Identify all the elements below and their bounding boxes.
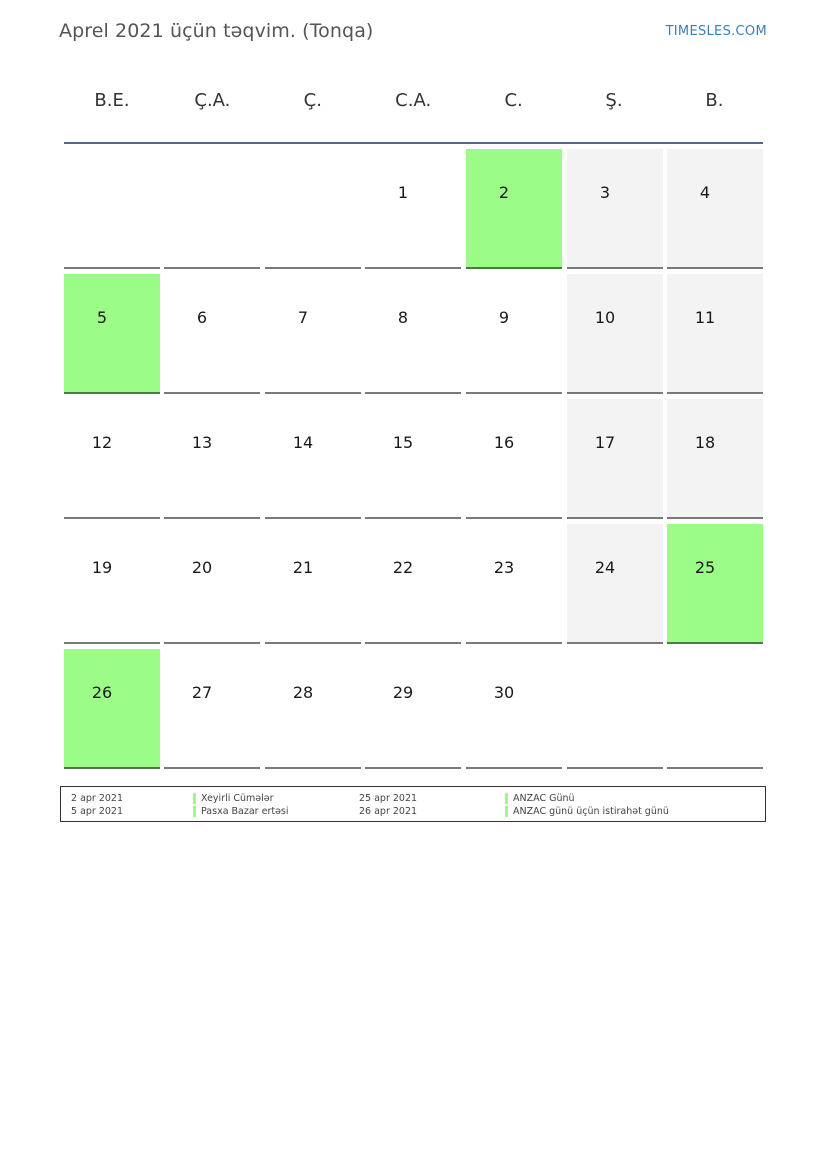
day-cell[interactable] [567, 399, 663, 519]
holiday-day-cell[interactable] [64, 649, 160, 769]
day-number: 22 [392, 558, 414, 577]
day-cell[interactable] [164, 149, 260, 269]
legend-color-marker [505, 793, 508, 804]
day-cell[interactable] [667, 149, 763, 269]
day-cell[interactable] [365, 149, 461, 269]
holiday-legend [60, 786, 766, 822]
day-cell[interactable] [567, 524, 663, 644]
day-cell[interactable] [164, 524, 260, 644]
day-number: 12 [91, 433, 113, 452]
brand-link[interactable]: TIMESLES.COM [665, 24, 767, 39]
holiday-day-cell[interactable] [667, 524, 763, 644]
day-number: 23 [493, 558, 515, 577]
header-divider [64, 142, 763, 144]
day-cell[interactable] [667, 399, 763, 519]
day-number: 26 [91, 683, 113, 702]
legend-color-marker [193, 793, 196, 804]
day-cell[interactable] [64, 149, 160, 269]
day-number: 24 [594, 558, 616, 577]
legend-date: 2 apr 2021 [71, 793, 124, 804]
day-number: 15 [392, 433, 414, 452]
legend-holiday-name: ANZAC günü üçün istirahət günü [513, 806, 669, 817]
day-cell[interactable] [667, 274, 763, 394]
day-cell[interactable] [164, 649, 260, 769]
day-number: 27 [191, 683, 213, 702]
day-cell[interactable] [265, 399, 361, 519]
day-cell[interactable] [466, 274, 562, 394]
day-cell[interactable] [567, 149, 663, 269]
day-number: 18 [694, 433, 716, 452]
day-number: 25 [694, 558, 716, 577]
day-cell[interactable] [567, 649, 663, 769]
page-title: Aprel 2021 üçün təqvim. (Tonqa) [59, 20, 374, 42]
legend-color-marker [193, 806, 196, 817]
day-cell[interactable] [365, 524, 461, 644]
holiday-day-cell[interactable] [466, 149, 562, 269]
day-number: 21 [292, 558, 314, 577]
day-number: 16 [493, 433, 515, 452]
day-number: 20 [191, 558, 213, 577]
day-cell[interactable] [265, 274, 361, 394]
day-number: 10 [594, 308, 616, 327]
day-cell[interactable] [265, 524, 361, 644]
weekday-label: Ş. [605, 90, 623, 111]
weekday-label: Ç. [303, 90, 322, 111]
day-cell[interactable] [265, 149, 361, 269]
day-number: 8 [397, 308, 409, 327]
weekday-label: C.A. [395, 90, 432, 111]
day-number: 6 [196, 308, 208, 327]
day-cell[interactable] [466, 399, 562, 519]
day-number: 1 [397, 183, 409, 202]
day-number: 29 [392, 683, 414, 702]
day-number: 17 [594, 433, 616, 452]
legend-holiday-name: Xeyirli Cümələr [201, 793, 274, 804]
day-number: 2 [498, 183, 510, 202]
weekday-label: Ç.A. [194, 90, 231, 111]
legend-date: 26 apr 2021 [359, 806, 418, 817]
day-number: 9 [498, 308, 510, 327]
day-cell[interactable] [365, 274, 461, 394]
day-number: 28 [292, 683, 314, 702]
legend-color-marker [505, 806, 508, 817]
legend-date: 5 apr 2021 [71, 806, 124, 817]
day-number: 4 [699, 183, 711, 202]
day-number: 5 [96, 308, 108, 327]
day-number: 11 [694, 308, 716, 327]
day-cell[interactable] [164, 274, 260, 394]
weekday-label: C. [504, 90, 523, 111]
day-cell[interactable] [365, 399, 461, 519]
day-cell[interactable] [567, 274, 663, 394]
day-number: 14 [292, 433, 314, 452]
legend-date: 25 apr 2021 [359, 793, 418, 804]
day-number: 30 [493, 683, 515, 702]
day-cell[interactable] [466, 524, 562, 644]
day-cell[interactable] [466, 649, 562, 769]
holiday-day-cell[interactable] [64, 274, 160, 394]
weekday-label: B. [705, 90, 724, 111]
legend-holiday-name: Pasxa Bazar ertəsi [201, 806, 289, 817]
weekday-header [62, 90, 764, 120]
weekday-label: B.E. [94, 90, 130, 111]
legend-holiday-name: ANZAC Günü [513, 793, 575, 804]
day-cell[interactable] [64, 524, 160, 644]
day-number: 3 [599, 183, 611, 202]
day-cell[interactable] [365, 649, 461, 769]
day-number: 7 [297, 308, 309, 327]
day-cell[interactable] [64, 399, 160, 519]
day-number: 19 [91, 558, 113, 577]
day-cell[interactable] [164, 399, 260, 519]
day-cell[interactable] [265, 649, 361, 769]
day-number: 13 [191, 433, 213, 452]
day-cell[interactable] [667, 649, 763, 769]
